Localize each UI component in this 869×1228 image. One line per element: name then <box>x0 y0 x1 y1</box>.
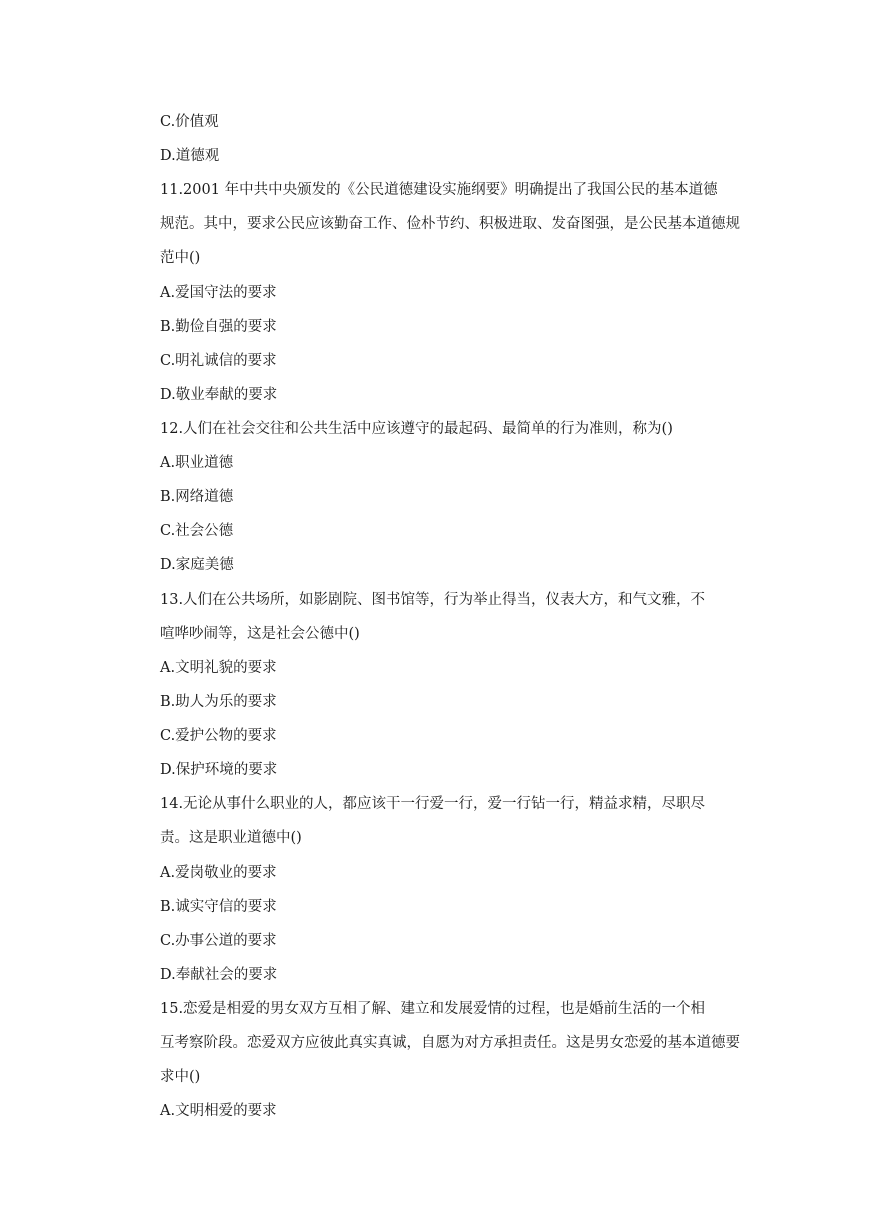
option-line: D.道德观 <box>160 148 220 164</box>
question-12-stem: 12.人们在社会交往和公共生活中应该遵守的最起码、最简单的行为准则，称为() <box>160 421 673 437</box>
question-14-stem: 14.无论从事什么职业的人，都应该干一行爱一行，爱一行钻一行，精益求精，尽职尽 <box>160 796 706 812</box>
option-line: C.明礼诚信的要求 <box>160 353 277 369</box>
option-line: C.价值观 <box>160 114 219 130</box>
question-text-continuation: 互考察阶段。恋爱双方应彼此真实真诚，自愿为对方承担责任。这是男女恋爱的基本道德要 <box>160 1035 740 1051</box>
question-15-stem: 15.恋爱是相爱的男女双方互相了解、建立和发展爱情的过程，也是婚前生活的一个相 <box>160 1001 706 1017</box>
question-text-continuation: 责。这是职业道德中() <box>160 830 302 846</box>
option-line: B.诚实守信的要求 <box>160 899 277 915</box>
question-text-continuation: 求中() <box>160 1069 201 1085</box>
option-line: D.奉献社会的要求 <box>160 967 278 983</box>
question-text-continuation: 喧哗吵闹等，这是社会公德中() <box>160 626 360 642</box>
option-line: C.爱护公物的要求 <box>160 728 277 744</box>
option-line: D.保护环境的要求 <box>160 762 278 778</box>
option-line: A.文明相爱的要求 <box>160 1103 277 1119</box>
option-line: C.办事公道的要求 <box>160 933 277 949</box>
option-line: A.爱岗敬业的要求 <box>160 865 277 881</box>
question-text-continuation: 规范。其中，要求公民应该勤奋工作、俭朴节约、积极进取、发奋图强，是公民基本道德规 <box>160 216 740 232</box>
option-line: A.文明礼貌的要求 <box>160 660 277 676</box>
option-line: B.助人为乐的要求 <box>160 694 277 710</box>
question-11-stem: 11.2001 年中共中央颁发的《公民道德建设实施纲要》明确提出了我国公民的基本道德 <box>160 182 718 198</box>
option-line: D.家庭美德 <box>160 557 234 573</box>
option-line: B.网络道德 <box>160 489 234 505</box>
question-13-stem: 13.人们在公共场所，如影剧院、图书馆等，行为举止得当，仪表大方，和气文雅，不 <box>160 592 706 608</box>
option-line: A.职业道德 <box>160 455 234 471</box>
question-text-continuation: 范中() <box>160 250 201 266</box>
option-line: C.社会公德 <box>160 523 234 539</box>
option-line: B.勤俭自强的要求 <box>160 319 277 335</box>
option-line: D.敬业奉献的要求 <box>160 387 278 403</box>
option-line: A.爱国守法的要求 <box>160 285 277 301</box>
